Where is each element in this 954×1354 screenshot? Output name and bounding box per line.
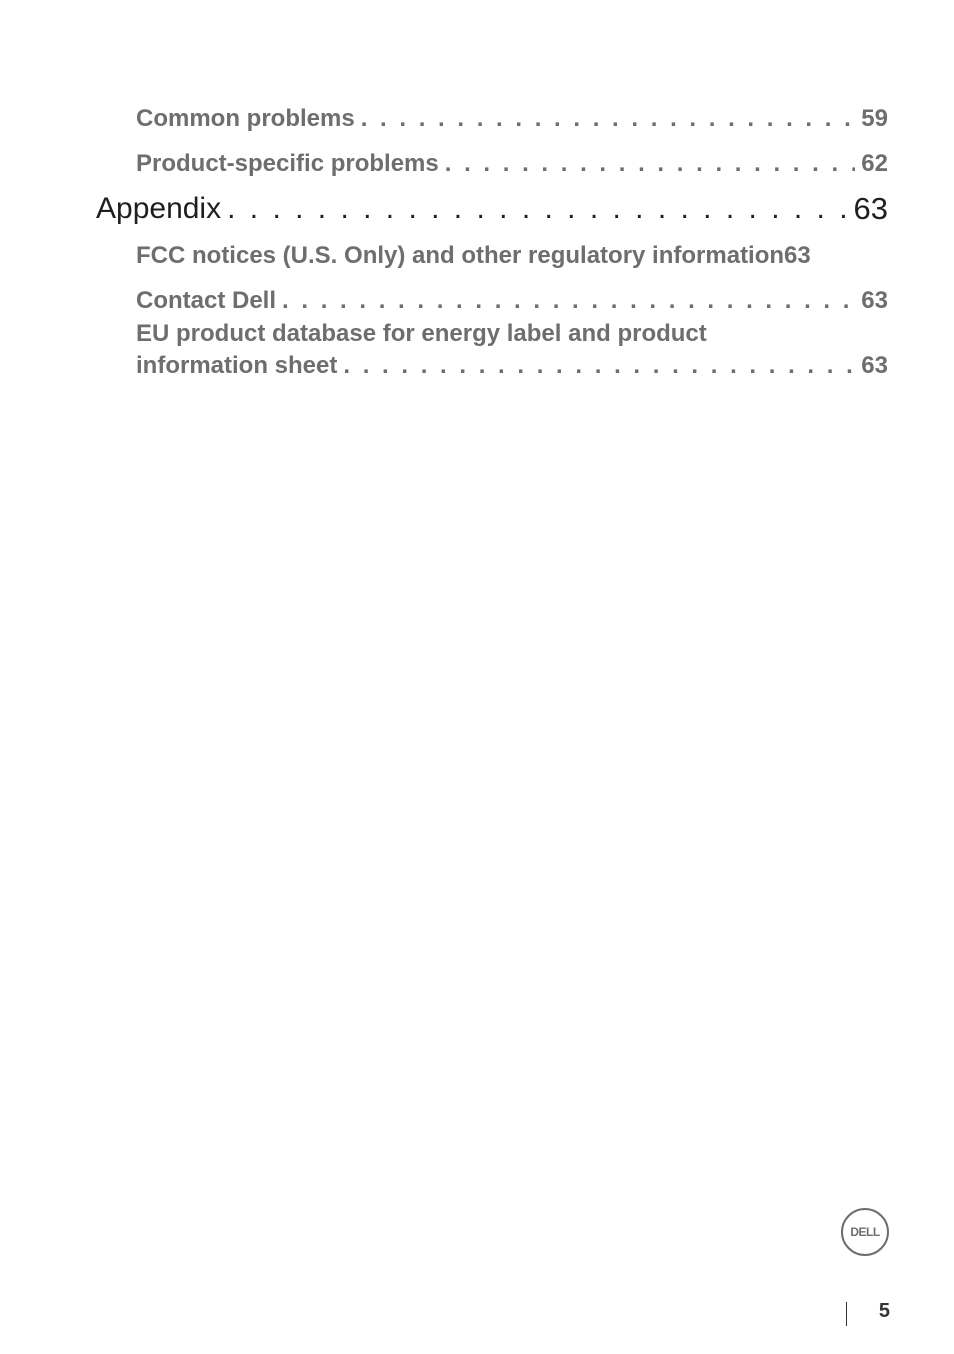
toc-entry-page: 63 <box>784 242 811 269</box>
toc-entry-page: 63 <box>861 352 888 379</box>
footer-divider <box>846 1302 847 1326</box>
toc-entry-product-specific-problems[interactable] <box>136 137 888 182</box>
toc-entry-title-line1: EU product database for energy label and product <box>136 320 707 347</box>
toc-entry-title: Common problems <box>136 105 355 132</box>
toc-entry-page: 63 <box>861 287 888 314</box>
toc-entry-page: 63 <box>853 191 888 226</box>
toc-entry-contact-dell[interactable] <box>136 274 888 319</box>
toc-entry-eu-product-database[interactable] <box>136 319 888 381</box>
dot-leader <box>445 146 856 182</box>
table-of-contents <box>96 92 888 381</box>
toc-entry-title-line2: information sheet <box>136 352 338 379</box>
toc-entry-title: FCC notices (U.S. Only) and other regulatory information <box>136 242 785 269</box>
logo-text: DELL <box>850 1225 880 1239</box>
toc-entry-fcc-notices[interactable] <box>136 229 888 274</box>
dot-leader <box>361 101 856 137</box>
dell-logo-icon <box>841 1208 889 1256</box>
dot-leader <box>282 283 855 319</box>
toc-entry-page: 59 <box>861 105 888 132</box>
page-number: 5 <box>878 1300 890 1322</box>
toc-entry-title: Contact Dell <box>136 287 277 314</box>
toc-entry-title: Appendix <box>96 192 222 225</box>
toc-entry-appendix[interactable] <box>96 182 888 229</box>
toc-entry-title: Product-specific problems <box>136 150 439 177</box>
toc-entry-page: 62 <box>861 150 888 177</box>
dot-leader <box>343 351 855 381</box>
toc-entry-common-problems[interactable] <box>136 92 888 137</box>
dot-leader <box>227 189 847 229</box>
